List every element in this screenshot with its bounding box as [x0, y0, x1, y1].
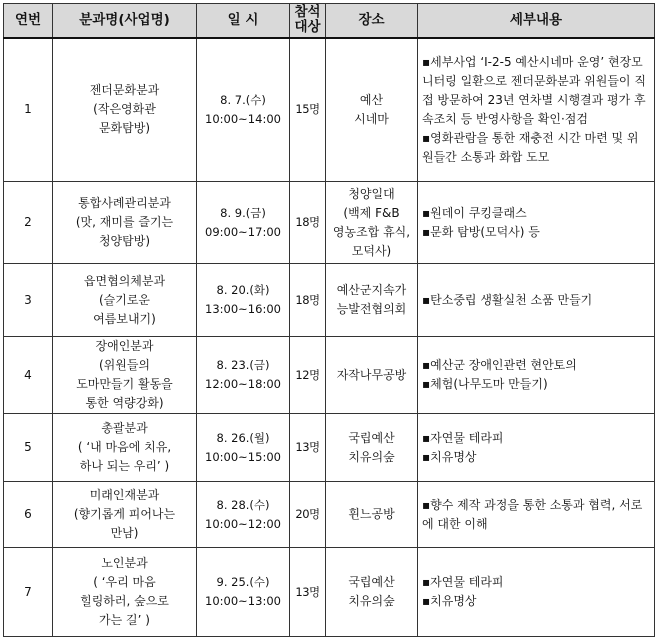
- place-line: 치유의숲: [348, 449, 395, 464]
- details-cell: [418, 264, 655, 337]
- attendee-count: 20명: [290, 482, 326, 548]
- row-number: 5: [4, 414, 53, 482]
- schedule-cell: [197, 182, 290, 264]
- schedule-date: 8. 28.(수): [216, 497, 270, 512]
- division-name-line: 통합사례관리분과: [78, 196, 171, 210]
- division-name-line: 젠더문화분과: [89, 83, 160, 98]
- details-cell: [418, 182, 655, 264]
- detail-item: ▪치유명상: [422, 594, 477, 608]
- place-cell: [326, 482, 418, 548]
- header-name: 분과명(사업명): [53, 4, 197, 38]
- division-name-line: 장애인분과: [95, 339, 154, 353]
- place-line: 예산군지속가: [336, 283, 407, 297]
- place-line: 영농조합 휴식,: [332, 224, 411, 239]
- attendee-count: 12명: [290, 337, 326, 414]
- division-name-line: (위원들의: [98, 358, 151, 372]
- place-cell: [326, 548, 418, 637]
- division-name-line: (슬기로운: [98, 292, 151, 307]
- schedule-time: 13:00~16:00: [205, 302, 281, 316]
- place-cell: [326, 414, 418, 482]
- schedule-time: 12:00~18:00: [205, 377, 281, 391]
- row-number: 4: [4, 337, 53, 414]
- division-name-line: 노인분과: [101, 556, 148, 570]
- division-name-line: 통한 역량강화): [85, 396, 164, 410]
- division-name-line: 힐링하러, 숲으로: [80, 594, 169, 608]
- program-table-container: [3, 3, 654, 636]
- attendee-count: 18명: [290, 182, 326, 264]
- place-line: 치유의숲: [348, 594, 395, 608]
- division-name-line: 도마만들기 활동을: [76, 377, 173, 391]
- schedule-date: 8. 7.(수): [220, 92, 266, 107]
- schedule-date: 8. 23.(금): [216, 358, 270, 372]
- attendee-count: 13명: [290, 548, 326, 637]
- row-number: 2: [4, 182, 53, 264]
- detail-item: ▪세부사업 ‘Ⅰ-2-5 예산시네마 운영’ 현장모니터링 일환으로 젠더문화분과 위원들이 직접 방문하여 23년 연차별 시행결과 평가 후속조치 등 반영사항을 확인·점검: [422, 54, 646, 126]
- table-row: [4, 264, 655, 337]
- row-number: 1: [4, 38, 53, 182]
- header-schedule: 일 시: [197, 4, 290, 38]
- division-name-cell: [53, 38, 197, 182]
- table-row: [4, 548, 655, 637]
- detail-item: ▪문화 탐방(모덕사) 등: [422, 224, 540, 239]
- division-name-line: 여름보내기): [93, 311, 156, 326]
- place-line: 시네마: [354, 111, 389, 126]
- place-line: 능발전협의회: [336, 302, 407, 316]
- schedule-cell: [197, 482, 290, 548]
- schedule-time: 10:00~12:00: [205, 516, 281, 531]
- details-cell: [418, 414, 655, 482]
- details-cell: [418, 548, 655, 637]
- division-name-line: 문화탐방): [98, 121, 151, 136]
- detail-item: ▪예산군 장애인관련 현안토의: [422, 358, 577, 372]
- division-name-line: ( ‘내 마음에 치유,: [77, 440, 172, 454]
- place-cell: [326, 337, 418, 414]
- place-line: 휜느공방: [348, 507, 395, 521]
- schedule-cell: [197, 548, 290, 637]
- details-cell: [418, 38, 655, 182]
- schedule-date: 8. 26.(월): [216, 430, 270, 445]
- division-name-cell: [53, 414, 197, 482]
- division-name-cell: [53, 264, 197, 337]
- division-name-cell: [53, 337, 197, 414]
- header-attendees: [290, 4, 326, 38]
- place-cell: [326, 38, 418, 182]
- row-number: 6: [4, 482, 53, 548]
- place-line: 자작나무공방: [336, 367, 407, 382]
- row-number: 3: [4, 264, 53, 337]
- detail-item: ▪체험(나무도마 만들기): [422, 377, 548, 391]
- header-attendees-line2: 대상: [294, 19, 321, 36]
- attendee-count: 13명: [290, 414, 326, 482]
- place-line: (백제 F&B: [343, 205, 400, 220]
- program-schedule-table: [3, 3, 655, 637]
- division-name-line: 총괄분과: [101, 421, 148, 435]
- place-line: 국립예산: [348, 575, 395, 589]
- division-name-line: 미래인재분과: [89, 488, 160, 502]
- header-no: 연번: [4, 4, 53, 38]
- division-name-line: (작은영화관: [93, 102, 156, 117]
- table-row: [4, 414, 655, 482]
- table-row: [4, 337, 655, 414]
- detail-item: ▪치유명상: [422, 449, 477, 464]
- division-name-line: (맛, 재미를 즐기는: [75, 215, 174, 229]
- header-details: 세부내용: [418, 4, 655, 38]
- division-name-line: 읍면협의체분과: [83, 273, 166, 288]
- detail-item: ▪자연물 테라피: [422, 430, 504, 445]
- division-name-line: 만남): [110, 526, 139, 540]
- place-cell: [326, 264, 418, 337]
- schedule-cell: [197, 414, 290, 482]
- schedule-cell: [197, 264, 290, 337]
- division-name-cell: [53, 182, 197, 264]
- detail-item: ▪탄소중립 생활실천 소품 만들기: [422, 292, 593, 307]
- division-name-cell: [53, 548, 197, 637]
- schedule-date: 9. 25.(수): [216, 575, 270, 589]
- place-line: 예산: [359, 92, 384, 107]
- attendee-count: 15명: [290, 38, 326, 182]
- division-name-line: 청양탐방): [98, 234, 151, 248]
- attendee-count: 18명: [290, 264, 326, 337]
- division-name-line: 하나 되는 우리’ ): [79, 459, 170, 473]
- detail-item: ▪영화관람을 통한 재충전 시간 마련 및 위원들간 소통과 화합 도모: [422, 130, 639, 164]
- detail-item: ▪향수 제작 과정을 통한 소통과 협력, 서로에 대한 이해: [422, 497, 643, 531]
- header-place: 장소: [326, 4, 418, 38]
- schedule-time: 10:00~15:00: [205, 449, 281, 464]
- division-name-line: 가는 길’ ): [99, 613, 150, 627]
- row-number: 7: [4, 548, 53, 637]
- detail-item: ▪자연물 테라피: [422, 575, 504, 589]
- details-cell: [418, 337, 655, 414]
- schedule-date: 8. 20.(화): [216, 283, 270, 297]
- place-line: 청양일대: [348, 186, 395, 201]
- schedule-time: 10:00~13:00: [205, 594, 281, 608]
- schedule-time: 10:00~14:00: [205, 111, 281, 126]
- place-line: 모덕사): [351, 243, 392, 258]
- table-row: [4, 482, 655, 548]
- table-row: [4, 182, 655, 264]
- schedule-cell: [197, 38, 290, 182]
- schedule-time: 09:00~17:00: [205, 224, 281, 239]
- header-row: [4, 4, 655, 38]
- division-name-line: ( ‘우리 마음: [93, 575, 156, 589]
- schedule-cell: [197, 337, 290, 414]
- division-name-line: (향기롭게 피어나는: [73, 507, 176, 521]
- schedule-date: 8. 9.(금): [220, 205, 266, 220]
- place-line: 국립예산: [348, 430, 395, 445]
- details-cell: [418, 482, 655, 548]
- detail-item: ▪원데이 쿠킹클래스: [422, 205, 527, 220]
- place-cell: [326, 182, 418, 264]
- header-attendees-line1: 참석: [294, 4, 321, 21]
- table-row: [4, 38, 655, 182]
- division-name-cell: [53, 482, 197, 548]
